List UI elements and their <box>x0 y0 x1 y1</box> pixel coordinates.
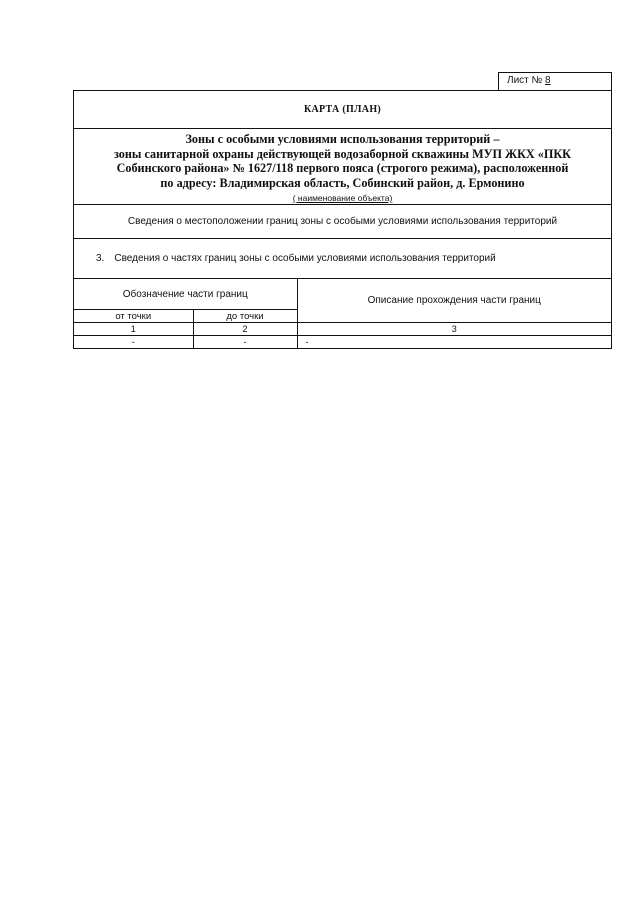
sheet-label: Лист № <box>507 75 543 86</box>
table-header-row <box>74 279 611 310</box>
object-name-caption: ( наименование объекта) <box>292 193 393 203</box>
table-row <box>74 336 611 349</box>
object-name-line-3: Собинского района» № 1627/118 первого пояса (строгого режима), расположенной <box>116 161 569 175</box>
parts-heading-row <box>74 239 611 279</box>
object-name-line-2: зоны санитарной охраны действующей водозаборной скважины МУП ЖКХ «ПКК <box>113 146 572 161</box>
object-name-block <box>74 129 611 205</box>
from-point-header: от точки <box>74 310 193 323</box>
sheet-number: 8 <box>545 75 551 86</box>
column-number-2: 2 <box>193 323 297 336</box>
parts-section-number: 3. <box>96 253 105 264</box>
sheet-number-box <box>498 72 612 90</box>
object-name-line-1: Зоны с особыми условиями использования территорий – <box>185 132 500 146</box>
document-frame <box>73 90 612 349</box>
table-cell-from: - <box>74 336 193 349</box>
table-cell-description: - <box>297 336 611 349</box>
to-point-header: до точки <box>193 310 297 323</box>
table-cell-to: - <box>193 336 297 349</box>
col-designation-header: Обозначение части границ <box>74 279 297 310</box>
object-name-line-4: по адресу: Владимирская область, Собинский район, д. Ермонино <box>160 175 525 190</box>
parts-heading: Сведения о частях границ зоны с особыми условиями использования территорий <box>114 253 496 264</box>
parts-table-wrap <box>74 279 611 348</box>
parts-table <box>74 279 611 348</box>
col-description-header: Описание прохождения части границ <box>297 279 611 323</box>
document-title: КАРТА (ПЛАН) <box>74 91 611 129</box>
location-heading: Сведения о местоположении границ зоны с особыми условиями использования территорий <box>74 205 611 239</box>
column-number-row <box>74 323 611 336</box>
column-number-3: 3 <box>297 323 611 336</box>
column-number-1: 1 <box>74 323 193 336</box>
